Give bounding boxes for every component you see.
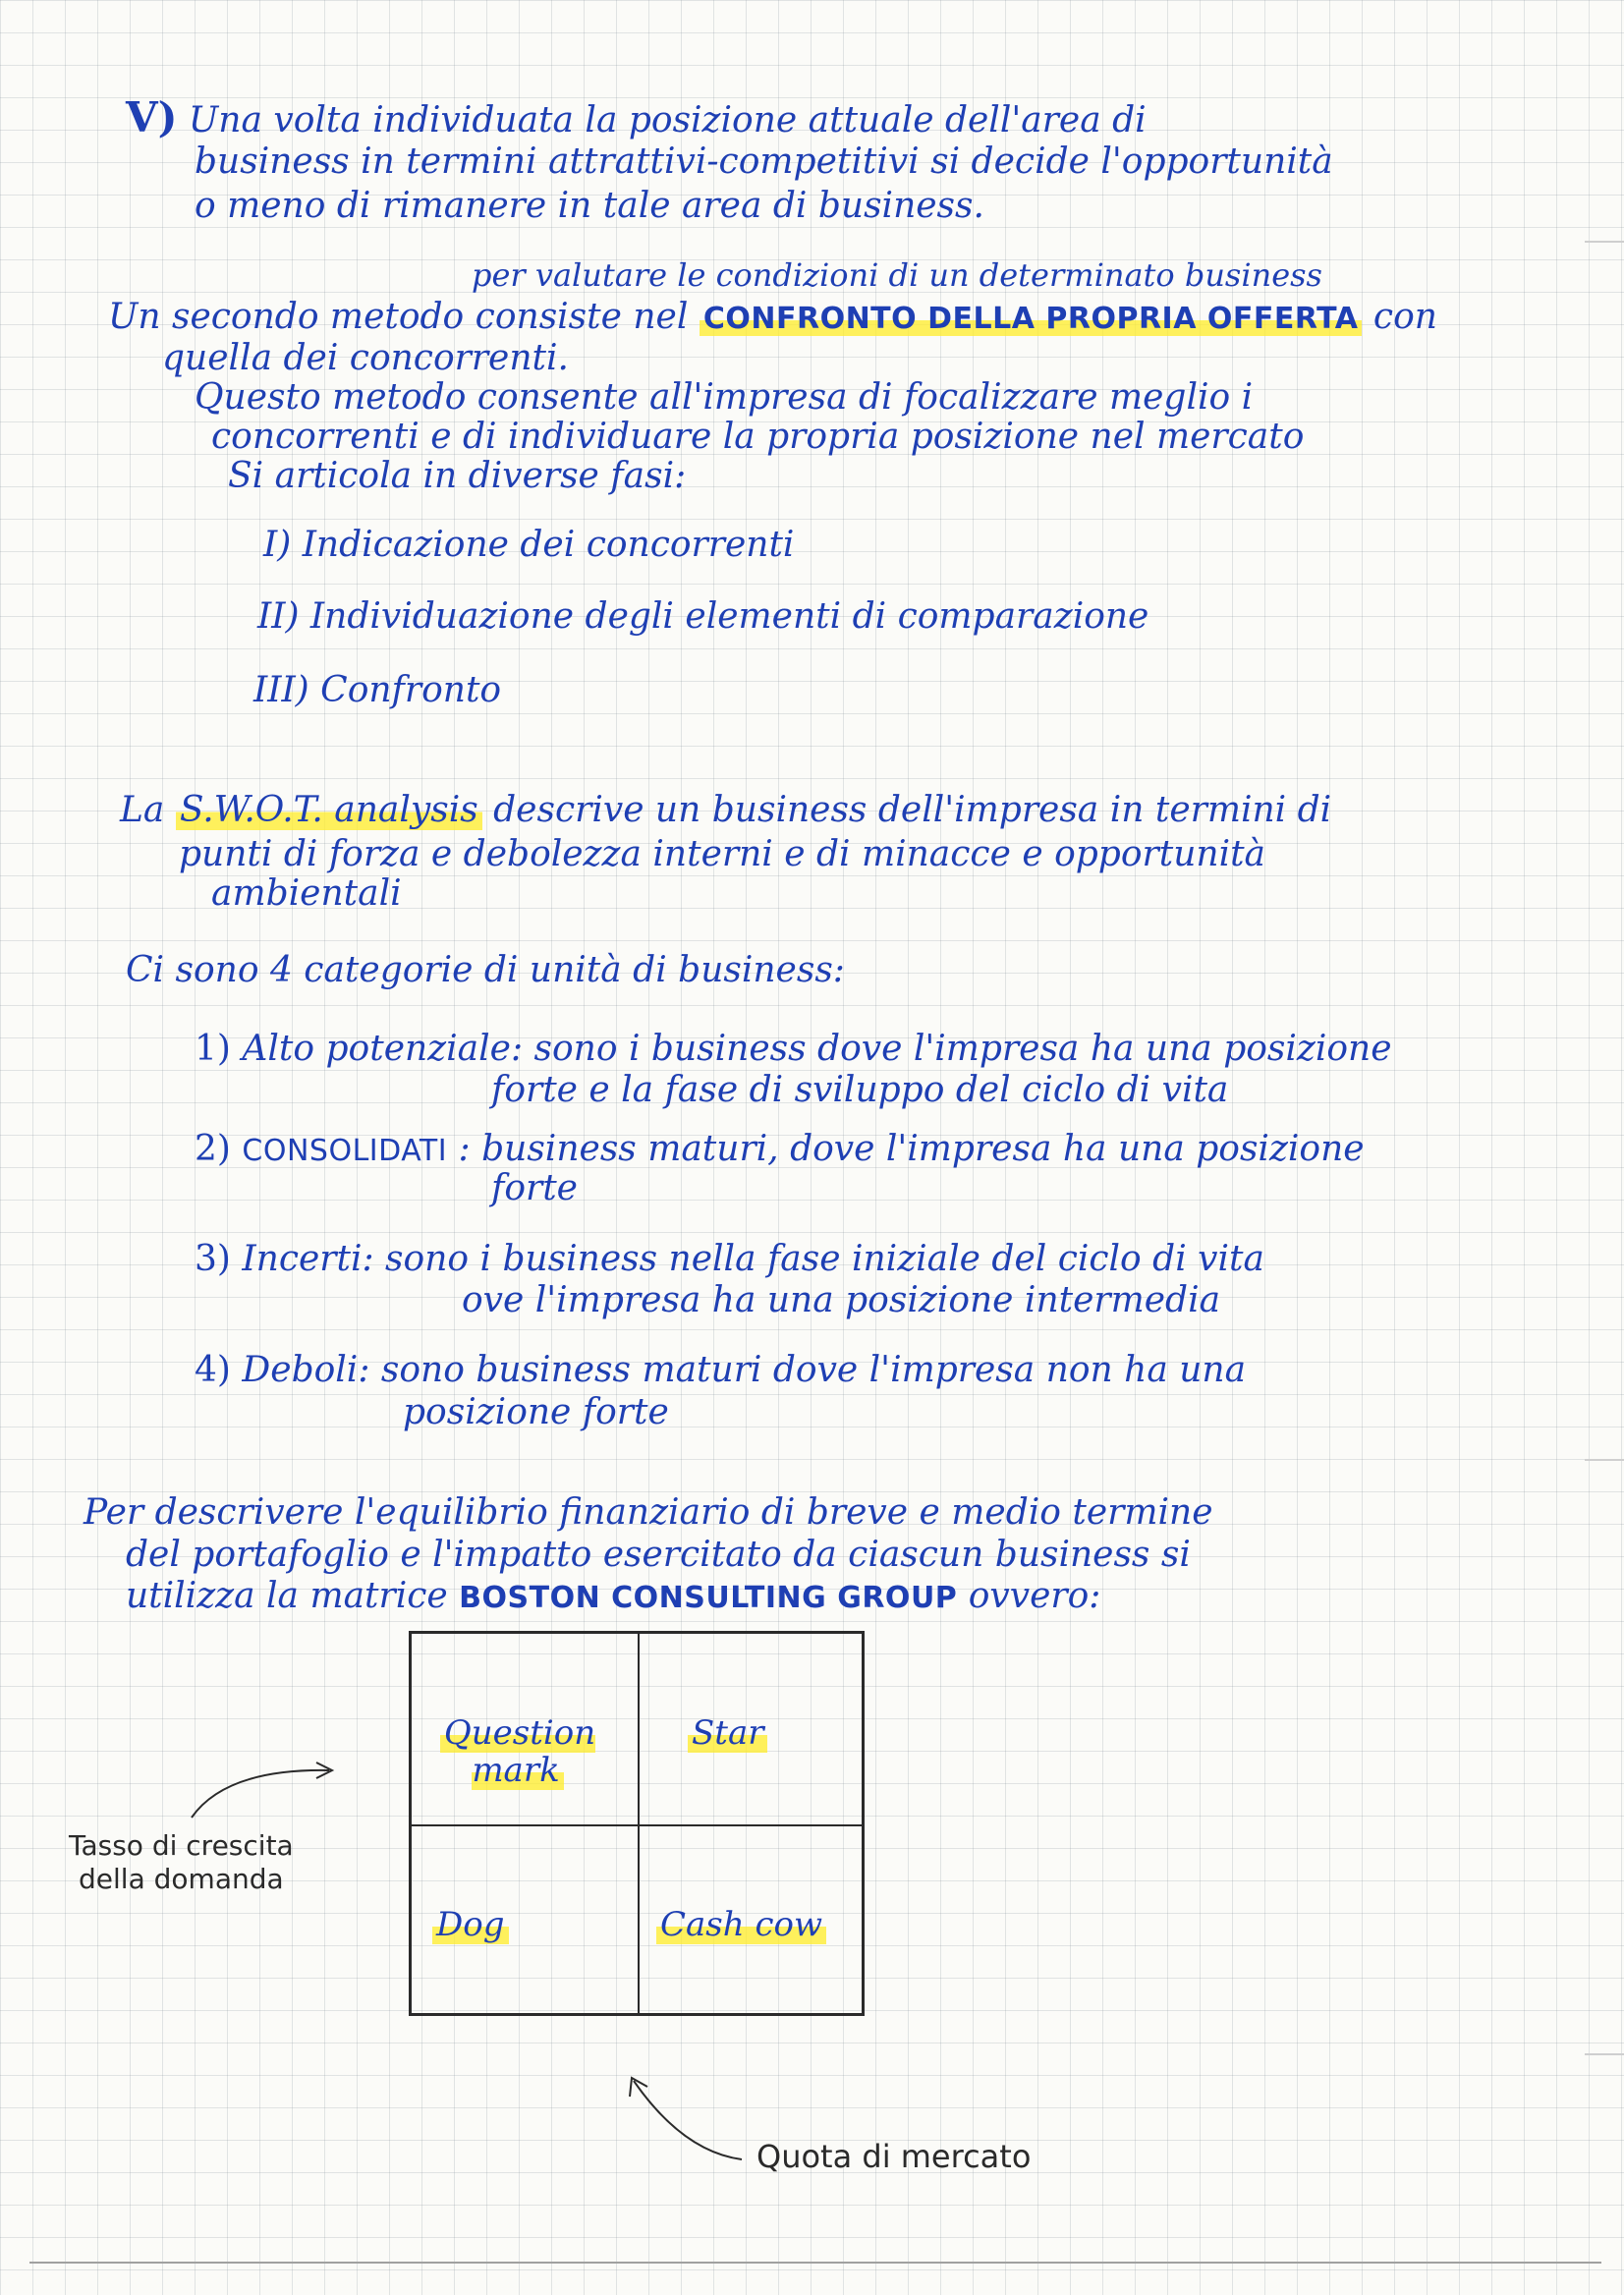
highlight-confronto-offerta: CONFRONTO DELLA PROPRIA OFFERTA [700,302,1363,336]
category-2-line2: forte [491,1168,578,1208]
ring-hole-mark [1585,1459,1624,1461]
category-2-num: 2) [195,1129,231,1169]
phase-2: II) Individuazione degli elementi di comparazione [257,596,1149,637]
block1-line2: business in termini attrattivi-competitivi si decide l'opportunità [195,141,1333,182]
category-3-line1 [195,1240,1264,1279]
y-axis-label: Tasso di crescita della domanda [69,1829,294,1895]
ring-hole-mark [1585,2053,1624,2055]
block3-line1-post: descrive un business dell'impresa in termini di [493,790,1332,830]
category-1-text: Alto potenziale: sono i business dove l'impresa ha una posizione [242,1029,1392,1069]
y-axis-arrow-icon [187,1759,344,1827]
block3-line1 [120,791,1331,830]
block5-line1: Per descrivere l'equilibrio finanziario di breve e medio termine [84,1492,1213,1533]
block2-insert: per valutare le condizioni di un determinato business [472,256,1322,294]
block2-line4: concorrenti e di individuare la propria posizione nel mercato [211,417,1305,457]
block2-line2: quella dei concorrenti. [162,338,569,378]
category-2-line1 [195,1130,1365,1171]
category-3-num: 3) [195,1239,231,1279]
category-3-line2: ove l'impresa ha una posizione intermedia [462,1280,1221,1320]
block2-line3: Questo metodo consente all'impresa di focalizzare meglio i [195,377,1254,418]
cell-star: Star [688,1714,767,1752]
category-4-num: 4) [195,1350,231,1390]
category-1-line1 [195,1030,1392,1069]
ring-hole-mark [1585,241,1624,243]
category-4-text: Deboli: sono business maturi dove l'impresa non ha una [242,1350,1247,1390]
block3-line2: punti di forza e debolezza interni e di minacce e opportunità [179,834,1266,874]
phase-3: III) Confronto [253,670,502,710]
block5-line2: del portafoglio e l'impatto esercitato da ciascun business si [126,1535,1191,1575]
block1-text-1: Una volta individuata la posizione attuale dell'area di [188,100,1147,140]
block3-pre: La [120,790,165,830]
matrix-vertical-divider [638,1634,640,2013]
highlight-swot: S.W.O.T. analysis [176,790,482,830]
block2-line5: Si articola in diverse fasi: [228,456,687,496]
bottom-rule [29,2262,1601,2264]
categories-intro: Ci sono 4 categorie di unità di business: [126,950,845,990]
x-axis-label: Quota di mercato [756,2138,1032,2175]
block2-line1-post: con [1372,297,1437,337]
category-2-label: CONSOLIDATI [242,1134,448,1168]
category-1-num: 1) [195,1029,231,1069]
category-4-line1 [195,1351,1246,1390]
block5-line3-post: ovvero: [968,1576,1101,1616]
x-axis-arrow-icon [624,2073,761,2171]
section-marker: V) [126,93,178,141]
cell-cash-cow: Cash cow [656,1906,826,1943]
block3-line3: ambientali [211,873,402,914]
category-1-line2: forte e la fase di sviluppo del ciclo di vita [491,1070,1229,1110]
bcg-matrix [409,1631,865,2016]
block5-line3-pre: utilizza la matrice [126,1576,448,1616]
matrix-horizontal-divider [412,1824,862,1826]
category-3-text: Incerti: sono i business nella fase iniziale del ciclo di vita [242,1239,1264,1279]
block1-line3: o meno di rimanere in tale area di business. [195,186,984,226]
cell-dog: Dog [432,1906,509,1943]
block5-line3 [126,1577,1100,1618]
block2-line1-pre: Un secondo metodo consiste nel [108,297,689,337]
category-4-line2: posizione forte [403,1392,669,1432]
block1-line1 [126,93,1147,141]
block2-line1 [108,298,1437,339]
phase-1: I) Indicazione dei concorrenti [263,525,795,565]
cell-question-mark: Question mark [424,1714,611,1789]
category-2-text: : business maturi, dove l'impresa ha una posizione [458,1129,1365,1169]
bcg-title: BOSTON CONSULTING GROUP [459,1581,958,1615]
